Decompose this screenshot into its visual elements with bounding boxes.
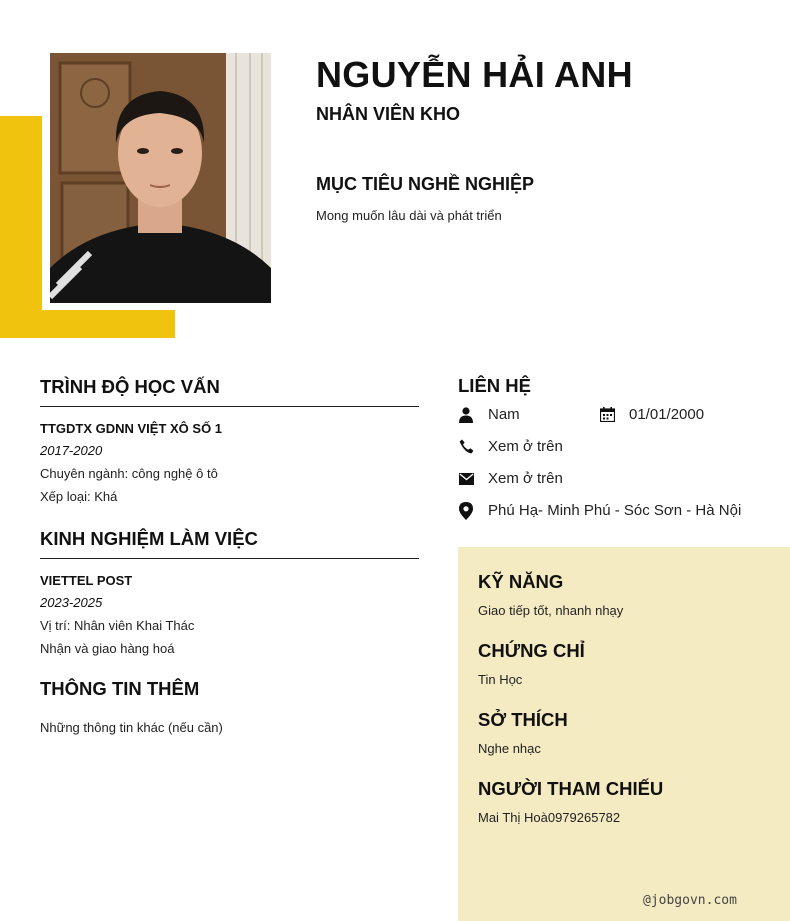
left-column <box>40 376 419 735</box>
calendar-icon <box>599 407 615 423</box>
experience-heading: KINH NGHIỆM LÀM VIỆC <box>40 528 419 559</box>
contact-email: Xem ở trên <box>488 470 563 487</box>
contact-birthdate: 01/01/2000 <box>629 406 705 423</box>
accent-bar-vertical <box>0 116 42 338</box>
candidate-name: NGUYỄN HẢI ANH <box>316 54 633 95</box>
contact-birthdate-row <box>599 406 704 423</box>
experience-position: Vị trí: Nhân viên Khai Thác <box>40 618 195 633</box>
contact-address: Phú Hạ- Minh Phú - Sóc Sơn - Hà Nội <box>488 502 742 519</box>
mail-icon <box>458 471 474 487</box>
additional-heading: THÔNG TIN THÊM <box>40 678 200 699</box>
experience-period: 2023-2025 <box>40 595 103 610</box>
skills-text: Giao tiếp tốt, nhanh nhạy <box>478 603 624 618</box>
contact-phone-row <box>458 438 563 455</box>
certificates-text: Tin Học <box>478 672 523 687</box>
additional-text: Những thông tin khác (nếu cần) <box>40 720 223 735</box>
location-pin-icon <box>458 503 474 519</box>
contact-gender-row <box>458 406 520 423</box>
accent-bar-horizontal <box>0 310 175 338</box>
certificates-heading: CHỨNG CHỈ <box>478 640 585 661</box>
hobbies-heading: SỞ THÍCH <box>478 709 568 730</box>
education-heading: TRÌNH ĐỘ HỌC VẤN <box>40 376 419 407</box>
experience-description: Nhận và giao hàng hoá <box>40 641 175 656</box>
contact-gender: Nam <box>488 406 520 423</box>
education-section <box>40 376 419 504</box>
skills-heading: KỸ NĂNG <box>478 571 564 592</box>
objective-text: Mong muốn lâu dài và phát triển <box>316 208 502 223</box>
objective-heading: MỤC TIÊU NGHỀ NGHIỆP <box>316 174 535 194</box>
contact-heading: LIÊN HỆ <box>458 375 531 396</box>
contact-address-row <box>458 502 741 519</box>
experience-company: VIETTEL POST <box>40 573 133 588</box>
hobbies-text: Nghe nhạc <box>478 741 541 756</box>
watermark: @jobgovn.com <box>643 893 737 908</box>
education-major: Chuyên ngành: công nghệ ô tô <box>40 466 218 481</box>
experience-section <box>40 528 419 656</box>
contact-phone: Xem ở trên <box>488 438 563 455</box>
education-school: TTGDTX GDNN VIỆT XÔ SỐ 1 <box>40 421 223 436</box>
phone-icon <box>458 439 474 455</box>
job-title: NHÂN VIÊN KHO <box>316 104 461 124</box>
person-icon <box>458 407 474 423</box>
reference-heading: NGƯỜI THAM CHIẾU <box>478 778 664 799</box>
additional-section <box>40 678 419 735</box>
reference-text: Mai Thị Hoà0979265782 <box>478 810 621 825</box>
profile-photo <box>50 53 271 303</box>
sidebar-panel <box>458 547 790 921</box>
education-period: 2017-2020 <box>40 443 103 458</box>
contact-email-row <box>458 470 563 487</box>
education-grade: Xếp loại: Khá <box>40 489 118 504</box>
